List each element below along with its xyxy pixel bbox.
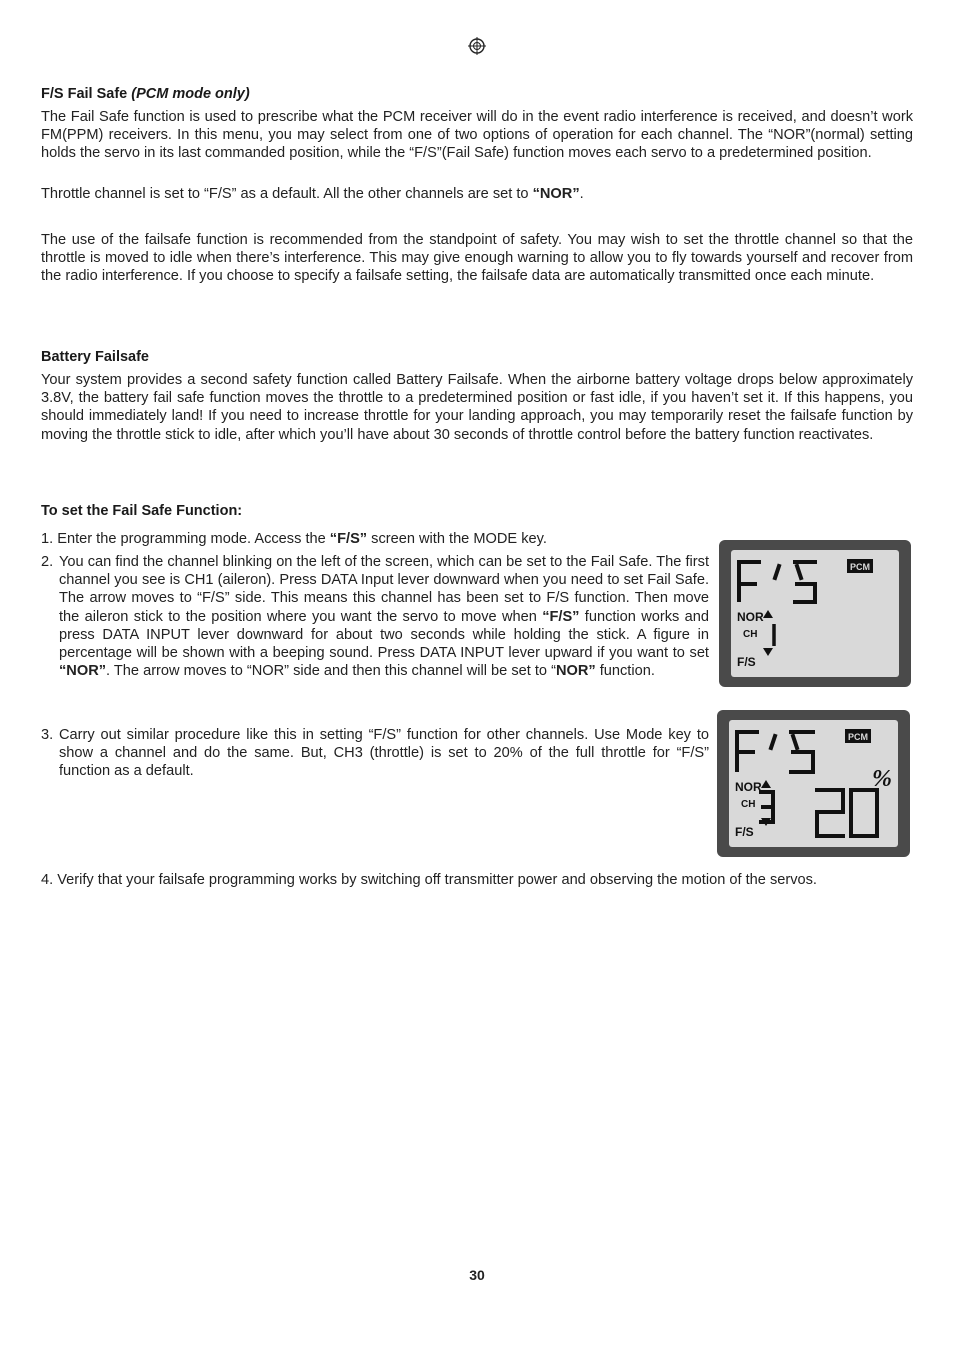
step-3: 3. Carry out similar procedure like this in setting “F/S” function for other channels. Use Mode key to show a channel and do the same. But, CH3 (throttle) is set to 20% of the full throttle for “F/S” function as a default.	[41, 727, 709, 780]
arrow-up-icon	[763, 610, 773, 618]
nor-label: NOR	[737, 610, 764, 624]
step-2: 2. You can find the channel blinking on the left of the screen, which can be set to the Fail Safe. The first channel you see is CH1 (aileron). Press DATA Input lever downward when you need to set Fail Safe. The arrow moves to “F/S” side. This means this channel has been set to F/S function. Then move the aileron stick to the position where you want the servo to move when “F/S” function works and press DATA INPUT lever downward for about two seconds while holding the stick. A figure in percentage will be shown with a beeping sound. Press DATA INPUT lever upward if you want to set “NOR”. The arrow moves to “NOR” side and then this channel will be set to “NOR” function.	[41, 554, 709, 680]
step-4: 4. Verify that your failsafe programming works by switching off transmitter power and observing the motion of the servos.	[41, 872, 817, 888]
fs-label: F/S	[735, 825, 754, 839]
ch-label: CH	[741, 799, 756, 810]
battery-failsafe-paragraph: Your system provides a second safety function called Battery Failsafe. When the airborne battery voltage drops below approximately 3.8V, the battery fail safe function moves the throttle to a predetermined position or fast idle, if you haven’t set it. If this happens, you should immediately land! If you need to increase throttle for your landing approach, you may temporarily reset the failsafe function by moving the throttle stick to idle, after which you’ll have about 30 seconds of throttle control before the battery function reactivates.	[41, 372, 913, 443]
failsafe-intro-paragraph: The Fail Safe function is used to prescribe what the PCM receiver will do in the event radio interference is received, and doesn’t work FM(PPM) receivers. In this menu, you may select from one of two options of operation for each channel. The “NOR”(normal) setting holds the servo in its last commanded position, while the “F/S”(Fail Safe) function moves each servo to a predetermined position.	[41, 109, 913, 162]
lcd-screen-ch1	[719, 540, 911, 687]
lcd-screen-ch3	[717, 710, 910, 857]
section-heading-failsafe: F/S Fail Safe (PCM mode only)	[41, 86, 250, 102]
fs-label: F/S	[737, 655, 756, 669]
section-heading-battery: Battery Failsafe	[41, 349, 149, 365]
arrow-up-icon	[761, 780, 771, 788]
failsafe-recommendation-paragraph: The use of the failsafe function is recommended from the standpoint of safety. You may wish to set the throttle channel so that the throttle is moved to idle when there’s interference. This may give enough warning to allow you to fly towards yourself and recover from the radio interference. If you choose to specify a failsafe setting, the failsafe data are automatically transmitted once each minute.	[41, 232, 913, 285]
nor-label: NOR	[735, 780, 762, 794]
percent-unit: %	[872, 766, 892, 792]
arrow-down-icon	[763, 648, 773, 656]
pcm-badge: PCM	[848, 732, 868, 742]
crosshair-registration-icon	[468, 37, 486, 55]
throttle-default-paragraph: Throttle channel is set to “F/S” as a default. All the other channels are set to “NOR”.	[41, 186, 584, 202]
page-number: 30	[469, 1267, 485, 1283]
step-1: 1. Enter the programming mode. Access the “F/S” screen with the MODE key.	[41, 531, 547, 547]
ch-label: CH	[743, 629, 758, 640]
pcm-badge: PCM	[850, 562, 870, 572]
section-heading-set-failsafe: To set the Fail Safe Function:	[41, 503, 243, 519]
